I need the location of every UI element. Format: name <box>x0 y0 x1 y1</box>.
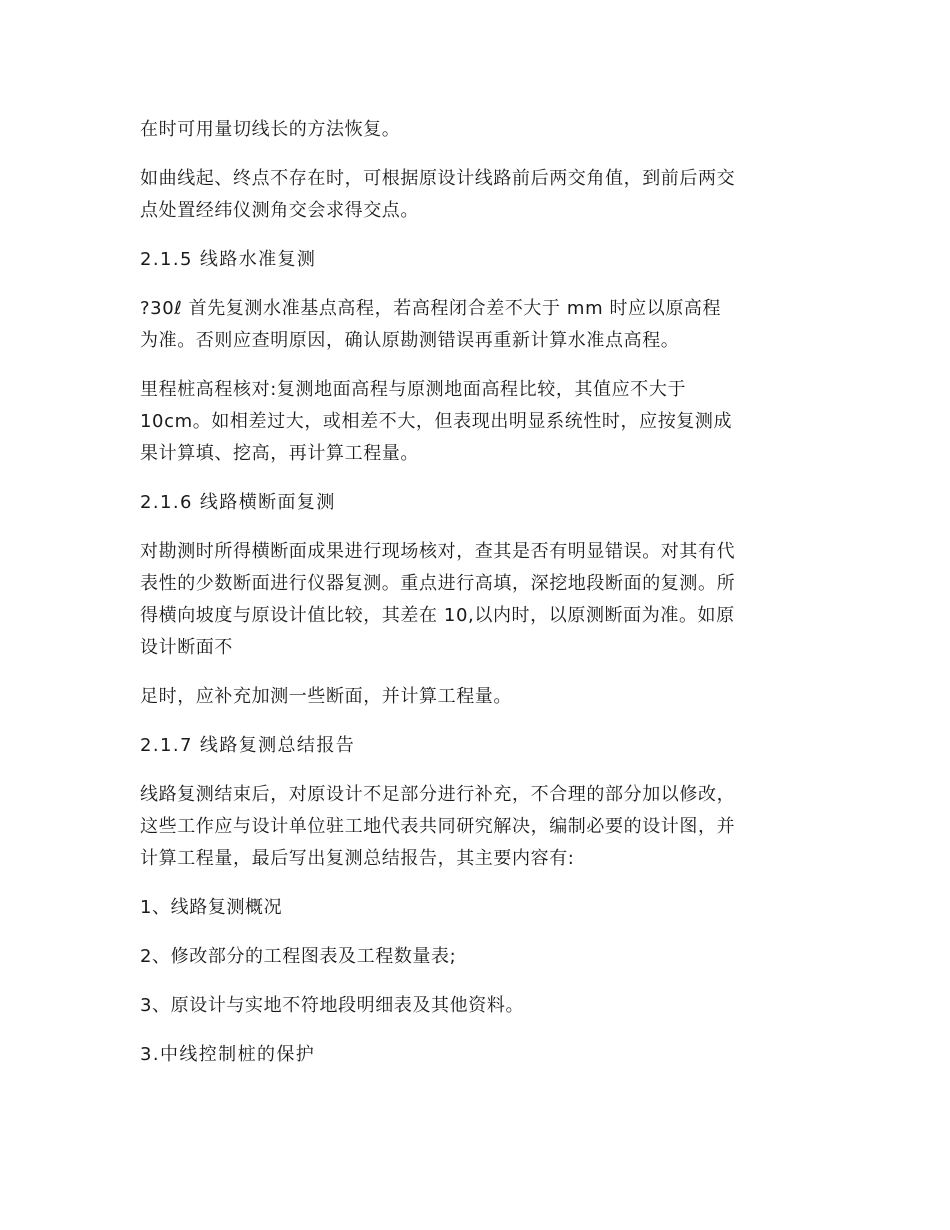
text-line: 线路复测结束后，对原设计不足部分进行补充，不合理的部分加以修改， <box>140 784 736 805</box>
text-line: 计算工程量，最后写出复测总结报告，其主要内容有: <box>140 848 575 869</box>
text-line: 得横向坡度与原设计值比较，其差在 10,以内时，以原测断面为准。如原 <box>140 605 735 626</box>
text-line: 这些工作应与设计单位驻工地代表共同研究解决，编制必要的设计图，并 <box>140 816 736 837</box>
paragraph <box>140 779 820 875</box>
section-heading <box>140 1039 820 1071</box>
heading-text: 3.中线控制桩的保护 <box>140 1044 316 1065</box>
list-item <box>140 941 820 973</box>
text-line: 如曲线起、终点不存在时，可根据原设计线路前后两交角值，到前后两交 <box>140 168 736 189</box>
heading-text: 2.1.6 线路横断面复测 <box>140 492 336 513</box>
document-body <box>140 114 820 1088</box>
paragraph <box>140 293 820 357</box>
text-line: 为准。否则应查明原因，确认原勘测错误再重新计算水准点高程。 <box>140 330 680 351</box>
paragraph <box>140 681 820 713</box>
text-line: 表性的少数断面进行仪器复测。重点进行高填，深挖地段断面的复测。所 <box>140 573 736 594</box>
list-item <box>140 990 820 1022</box>
text-line: 足时，应补充加测一些断面，并计算工程量。 <box>140 686 512 707</box>
text-line: 果计算填、挖高，再计算工程量。 <box>140 443 419 464</box>
paragraph <box>140 114 820 146</box>
paragraph <box>140 536 820 664</box>
section-heading <box>140 730 820 762</box>
heading-text: 2.1.7 线路复测总结报告 <box>140 735 356 756</box>
text-line: 2、修改部分的工程图表及工程数量表; <box>140 946 457 967</box>
text-line: ?30ℓ 首先复测水准基点高程，若高程闭合差不大于 mm 时应以原高程 <box>140 298 722 319</box>
text-line: 10cm。如相差过大，或相差不大，但表现出明显系统性时，应按复测成 <box>140 411 733 432</box>
text-line: 对勘测时所得横断面成果进行现场核对，查其是否有明显错误。对其有代 <box>140 541 736 562</box>
text-line: 1、线路复测概况 <box>140 897 283 918</box>
paragraph <box>140 374 820 470</box>
paragraph <box>140 163 820 227</box>
list-item <box>140 892 820 924</box>
text-line: 设计断面不 <box>140 637 233 658</box>
section-heading <box>140 487 820 519</box>
text-line: 里程桩高程核对:复测地面高程与原测地面高程比较，其值应不大于 <box>140 379 687 400</box>
heading-text: 2.1.5 线路水准复测 <box>140 249 317 270</box>
text-line: 3、原设计与实地不符地段明细表及其他资料。 <box>140 995 525 1016</box>
text-line: 在时可用量切线长的方法恢复。 <box>140 119 401 140</box>
section-heading <box>140 244 820 276</box>
text-line: 点处置经纬仪测角交会求得交点。 <box>140 200 419 221</box>
